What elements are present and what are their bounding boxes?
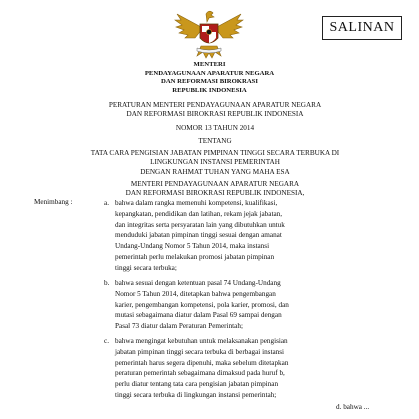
item-line: Undang-Undang Nomor 5 Tahun 2014, maka instansi — [115, 242, 270, 251]
item-line: bahwa mengingat kebutuhan untuk melaksanakan pengisian — [115, 337, 288, 345]
header-line: REPUBLIK INDONESIA — [172, 86, 247, 94]
item-line: tinggi secara terbuka di lingkungan instansi pemerintah; — [115, 390, 277, 399]
item-line: dan integritas serta persyaratan lain yang dibutuhkan untuk — [115, 220, 285, 229]
garuda-emblem-icon — [173, 8, 245, 60]
tentang-label: TENTANG — [198, 137, 232, 145]
item-line: kepangkatan, pendidikan dan latihan, rekam jejak jabatan, — [115, 209, 283, 218]
item-line: pemerintah perlu melakukan promosi jabatan pimpinan — [115, 252, 275, 261]
menimbang-label: Menimbang : — [34, 198, 73, 206]
item-line: mutasi sebagaimana diatur dalam Pasal 69 sampai dengan — [115, 311, 282, 320]
item-text — [115, 336, 383, 401]
item-line: Pasal 73 diatur dalam Peraturan Pemerintah; — [115, 322, 243, 331]
item-line: peraturan pemerintah sebagaimana dimaksud pada huruf b, — [115, 369, 285, 378]
item-letter: b. — [104, 279, 110, 287]
subject-line: LINGKUNGAN INSTANSI PEMERINTAH — [150, 158, 280, 166]
regulation-title — [30, 101, 400, 119]
item-line: jabatan pimpinan tinggi secara terbuka di berbagai instansi — [115, 347, 285, 356]
issuer-line: MENTERI PENDAYAGUNAAN APARATUR NEGARA — [130, 180, 300, 188]
menimbang-item-b — [104, 278, 394, 338]
item-line: bahwa dalam rangka memenuhi kompetensi, kualifikasi, — [115, 199, 278, 207]
item-letter: a. — [104, 199, 109, 207]
item-text — [115, 278, 383, 332]
issuer-line: DAN REFORMASI BIROKRASI REPUBLIK INDONESIA, — [125, 189, 305, 197]
header-line: MENTERI — [193, 61, 226, 68]
ministry-header — [0, 61, 419, 95]
header-line: PENDAYAGUNAAN APARATUR NEGARA — [144, 69, 275, 77]
subject-line: TATA CARA PENGISIAN JABATAN PIMPINAN TINGGI SECARA TERBUKA DI — [90, 149, 340, 157]
issuer-block — [30, 180, 400, 198]
regulation-subject — [30, 149, 400, 167]
regulation-number: NOMOR 13 TAHUN 2014 — [175, 124, 255, 132]
title-line: PERATURAN MENTERI PENDAYAGUNAAN APARATUR NEGARA — [108, 101, 322, 109]
item-text — [115, 198, 383, 274]
item-line: bahwa sesuai dengan ketentuan pasal 74 Undang-Undang — [115, 279, 281, 287]
menimbang-item-c — [104, 336, 394, 404]
header-line: DAN REFORMASI BIROKRASI — [161, 78, 258, 86]
menimbang-item-a — [104, 198, 394, 278]
item-line: menduduki jabatan pimpinan tinggi sesuai dengan amanat — [115, 231, 282, 240]
continuation-text: d. bahwa ... — [336, 403, 370, 411]
title-line: DAN REFORMASI BIROKRASI REPUBLIK INDONESIA — [126, 110, 304, 118]
item-line: karier, pengembangan kompetensi, pola karier, promosi, dan — [115, 300, 289, 309]
item-line: perlu diatur tentang tata cara pengisian jabatan pimpinan — [115, 380, 279, 389]
item-line: Nomor 5 Tahun 2014, ditetapkan bahwa pengembangan — [115, 289, 276, 298]
item-line: pemerintah harus segera dipenuhi, maka sebelum ditetapkan — [115, 358, 289, 367]
rahmat-line: DENGAN RAHMAT TUHAN YANG MAHA ESA — [140, 168, 290, 176]
salinan-stamp: SALINAN — [322, 16, 402, 40]
item-line: tinggi secara terbuka; — [115, 263, 177, 272]
item-letter: c. — [104, 337, 109, 345]
